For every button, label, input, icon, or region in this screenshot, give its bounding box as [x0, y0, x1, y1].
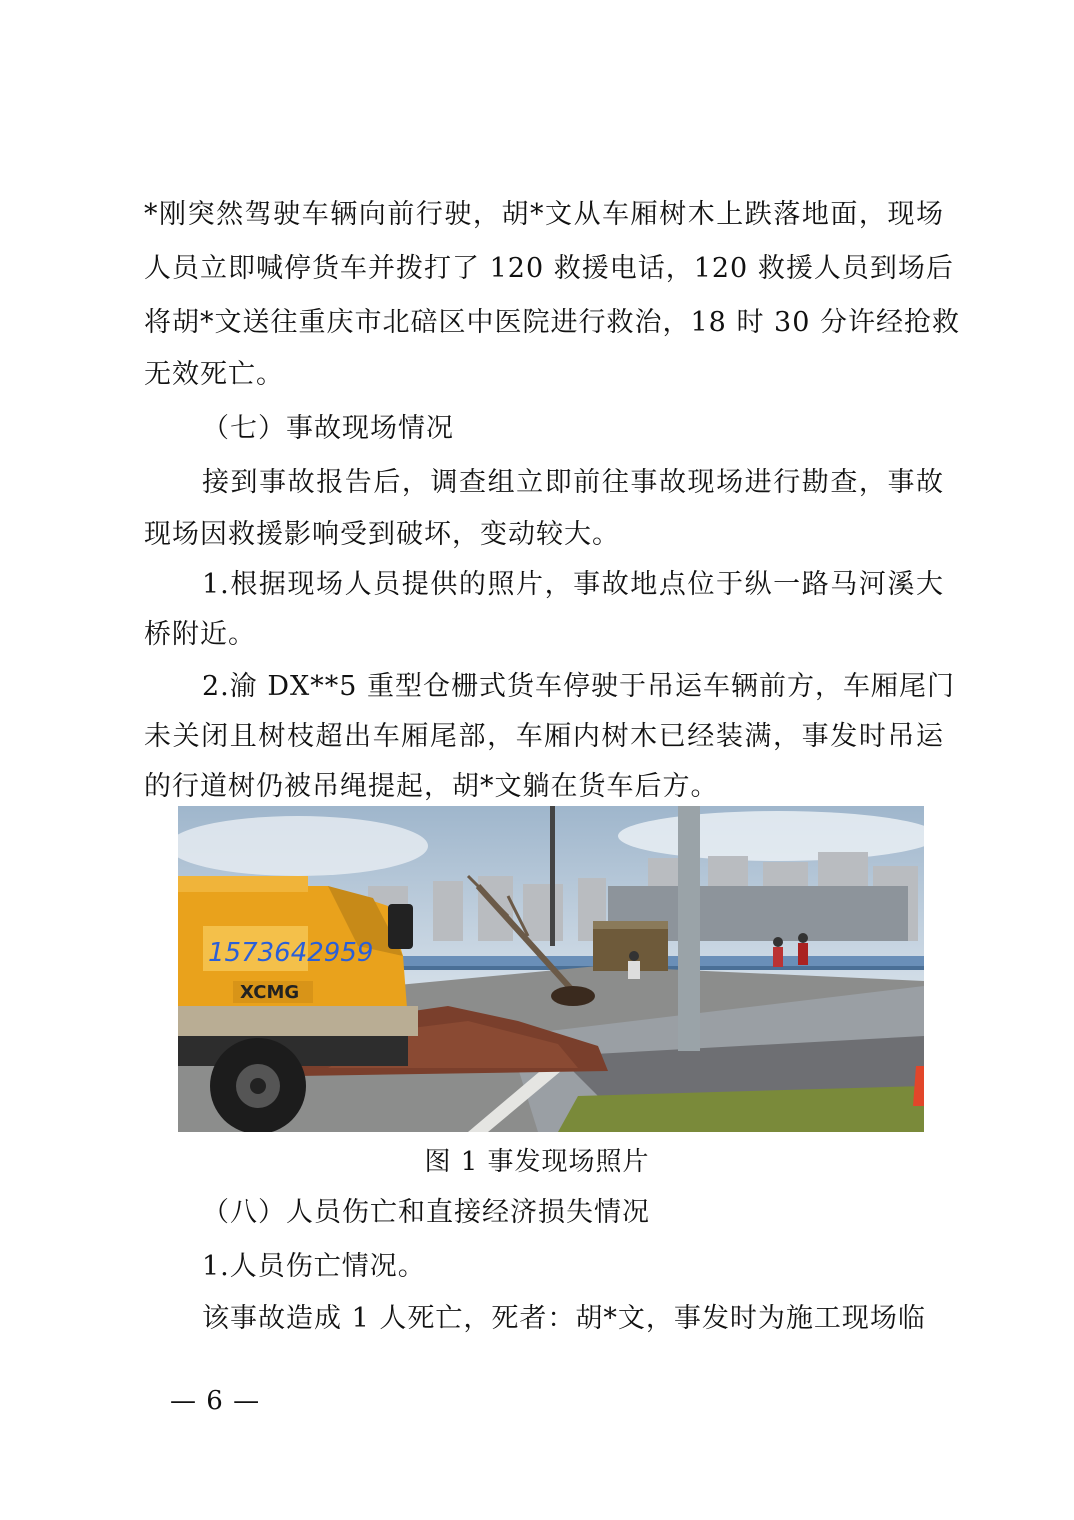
body-line: 接到事故报告后，调查组立即前往事故现场进行勘查，事故: [202, 467, 944, 498]
list-item-line: 的行道树仍被吊绳提起，胡*文躺在货车后方。: [144, 771, 719, 802]
truck-brand-logo: XCMG: [240, 982, 300, 1003]
body-line: 人员立即喊停货车并拨打了 120 救援电话，120 救援人员到场后: [144, 253, 954, 284]
list-item-line: 1.人员伤亡情况。: [202, 1251, 426, 1282]
list-item-line: 桥附近。: [144, 619, 256, 650]
section-heading-7: （七）事故现场情况: [202, 413, 454, 444]
body-line: 该事故造成 1 人死亡，死者：胡*文，事发时为施工现场临: [202, 1303, 926, 1334]
figure-caption: 图 1 事发现场照片: [424, 1147, 650, 1177]
accident-scene-photo: [178, 806, 924, 1132]
body-line: 现场因救援影响受到破坏，变动较大。: [144, 519, 620, 550]
list-item-line: 未关闭且树枝超出车厢尾部，车厢内树木已经装满，事发时吊运: [144, 721, 944, 752]
section-heading-8: （八）人员伤亡和直接经济损失情况: [202, 1197, 650, 1228]
body-line: 将胡*文送往重庆市北碚区中医院进行救治，18 时 30 分许经抢救: [144, 307, 960, 338]
list-item-line: 1.根据现场人员提供的照片，事故地点位于纵一路马河溪大: [202, 569, 944, 600]
body-line: 无效死亡。: [144, 359, 284, 390]
list-item-line: 2.渝 DX**5 重型仓栅式货车停驶于吊运车辆前方，车厢尾门: [202, 671, 955, 702]
body-line: *刚突然驾驶车辆向前行驶，胡*文从车厢树木上跌落地面，现场: [144, 199, 944, 230]
truck-spray-text: 1573642959: [208, 938, 374, 968]
page-number: — 6 —: [170, 1386, 261, 1416]
